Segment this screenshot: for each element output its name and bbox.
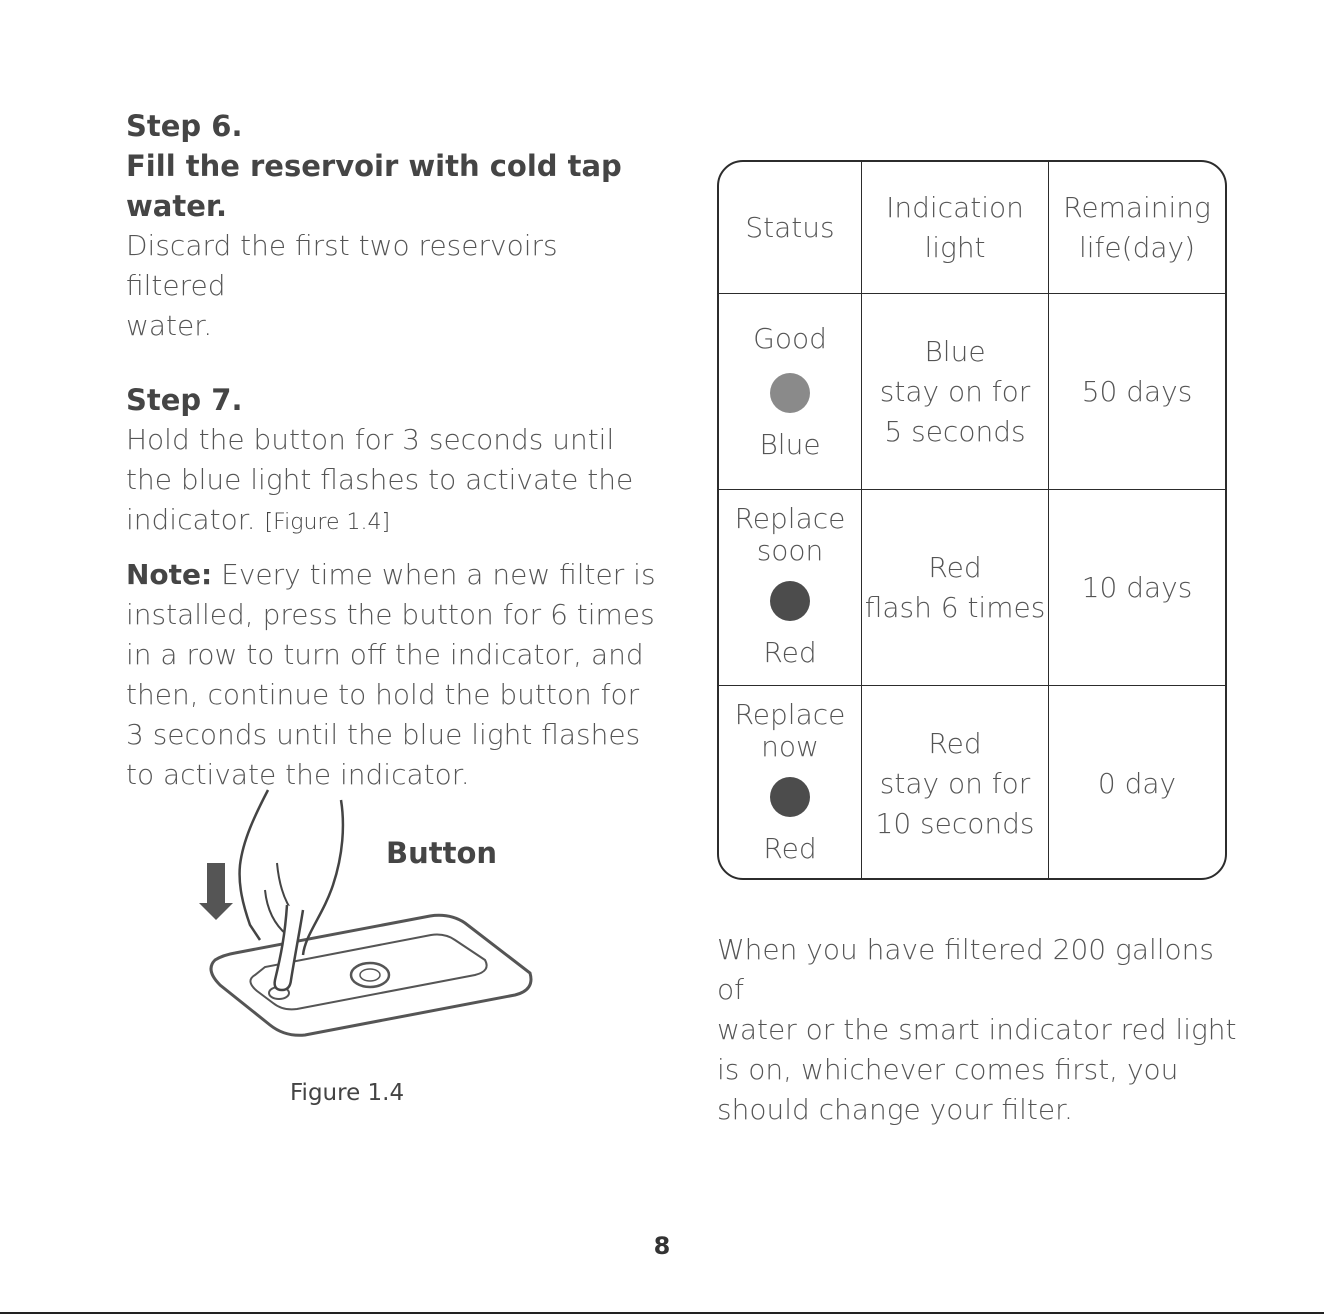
indication-line2: flash 6 times [864, 590, 1046, 624]
note-line1-wrap [126, 555, 656, 595]
step6-body-line2: water. [126, 309, 213, 342]
step7-body-line1: Hold the button for 3 seconds until [126, 423, 615, 456]
remaining-cell [1049, 686, 1225, 880]
indication-cell [862, 686, 1049, 880]
header-remaining-cell [1049, 162, 1225, 293]
header-indication-line2: light [924, 230, 986, 264]
indication-line1: Blue [924, 334, 986, 368]
remaining-value: 10 days [1081, 570, 1193, 604]
step7-body-line3-wrap [126, 500, 656, 543]
header-remaining-line1: Remaining [1063, 190, 1211, 224]
header-remaining-line2: life(day) [1079, 230, 1195, 264]
step7-body-line2: the blue light flashes to activate the [126, 463, 634, 496]
note-label: Note: [126, 558, 213, 591]
down-arrow-icon [199, 863, 233, 920]
table-row [719, 293, 1225, 489]
blue-indicator-dot-icon [770, 373, 810, 413]
indication-line2: stay on for [879, 767, 1031, 800]
indication-cell [862, 490, 1049, 685]
table-row [719, 489, 1225, 685]
figure-caption: Figure 1.4 [290, 1080, 405, 1106]
status-label-line2: soon [756, 533, 824, 567]
closing-line1: When you have filtered 200 gallons of [717, 933, 1214, 1006]
indication-line3: 10 seconds [875, 807, 1035, 840]
note-line1: Every time when a new filter is [212, 558, 656, 591]
indication-line1: Red [928, 550, 982, 584]
figure-reference: [Figure 1.4] [264, 510, 391, 535]
indication-line1: Red [928, 727, 982, 760]
color-label: Red [763, 832, 817, 865]
button-label: Button [386, 836, 498, 870]
filter-change-paragraph [717, 930, 1237, 1130]
remaining-cell [1049, 294, 1225, 489]
note-line2: installed, press the button for 6 times [126, 598, 655, 631]
indication-line3: 5 seconds [884, 414, 1026, 448]
remaining-cell [1049, 490, 1225, 685]
note-line6: to activate the indicator. [126, 758, 470, 791]
header-status-cell [719, 162, 862, 293]
hand-outline [240, 790, 268, 940]
status-cell [719, 490, 862, 685]
hand-pressing-button-illustration [195, 785, 555, 1045]
step6-title: Step 6. [126, 109, 243, 143]
closing-line4: should change your filter. [717, 1093, 1073, 1126]
page-number: 8 [653, 1232, 671, 1260]
step6-body-line1: Discard the first two reservoirs filtered [126, 229, 558, 302]
note-line4: then, continue to hold the button for [126, 678, 640, 711]
header-indication-cell [862, 162, 1049, 293]
step6-heading-line2: water. [126, 189, 228, 223]
closing-line3: is on, whichever comes first, you [717, 1053, 1179, 1086]
bottom-divider [0, 1312, 1324, 1314]
color-label: Blue [759, 427, 821, 461]
filter-status-table [717, 160, 1227, 880]
note-line5: 3 seconds until the blue light flashes [126, 718, 641, 751]
table-row [719, 685, 1225, 880]
note-line3: in a row to turn off the indicator, and [126, 638, 644, 671]
remaining-value: 0 day [1097, 767, 1177, 800]
red-indicator-dot-icon [770, 777, 810, 817]
table-header-row [719, 162, 1225, 293]
remaining-value: 50 days [1081, 374, 1193, 408]
header-status: Status [745, 210, 835, 244]
status-label-line2: now [761, 730, 819, 763]
status-label-line1: Replace [734, 501, 846, 535]
step6-heading-line1: Fill the reservoir with cold tap [126, 149, 622, 183]
red-indicator-dot-icon [770, 581, 810, 621]
color-label: Red [763, 635, 817, 669]
status-label-line1: Replace [734, 698, 846, 731]
status-cell [719, 294, 862, 489]
step7-title: Step 7. [126, 383, 243, 417]
status-cell [719, 686, 862, 880]
status-label: Good [753, 321, 827, 355]
indication-line2: stay on for [879, 374, 1031, 408]
header-indication-line1: Indication [886, 190, 1024, 224]
indication-cell [862, 294, 1049, 489]
step7-body-line3: indicator. [126, 503, 256, 536]
instructions-column [126, 106, 656, 795]
closing-line2: water or the smart indicator red light [717, 1013, 1237, 1046]
